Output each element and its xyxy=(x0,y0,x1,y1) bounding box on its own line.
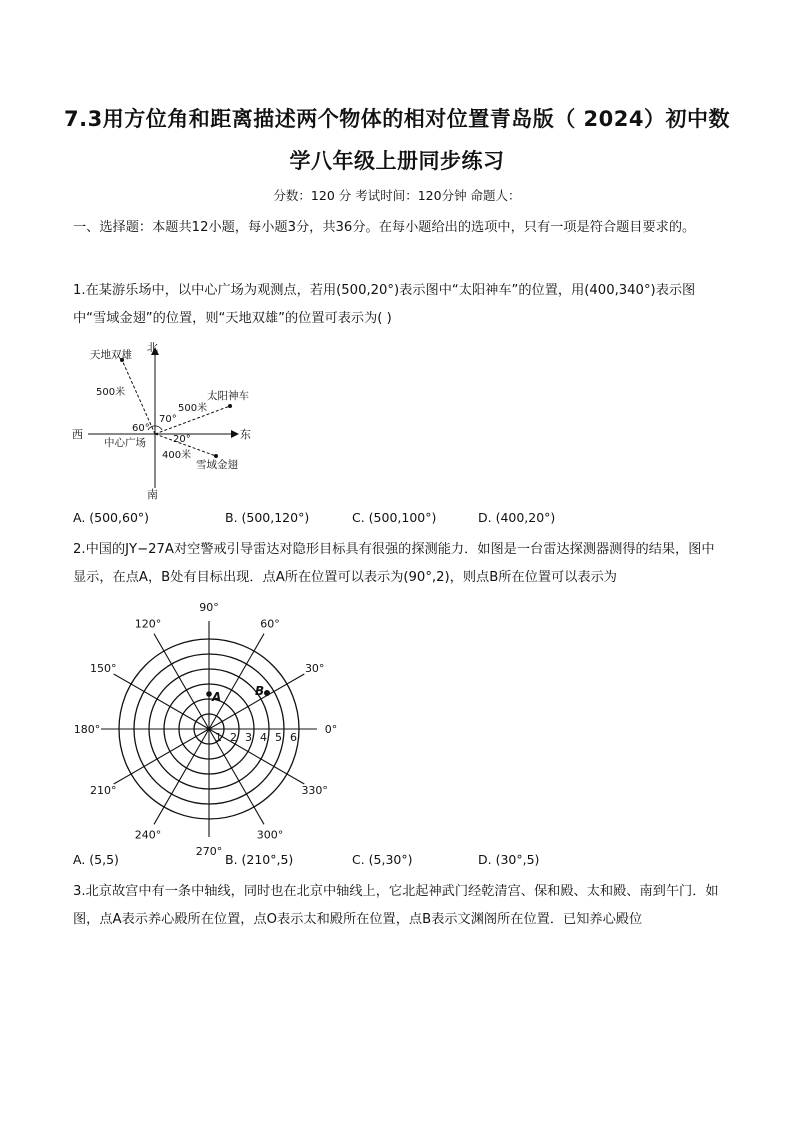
question-2-figure xyxy=(70,601,340,858)
radar-angle-label-120: 120° xyxy=(134,617,162,631)
radar-spoke-120 xyxy=(154,634,209,729)
label-xyjc: 雪域金翅 xyxy=(196,459,238,471)
label-angle-60: 60° xyxy=(132,423,150,434)
label-west: 西 xyxy=(72,428,83,441)
point-xyjc xyxy=(214,454,218,458)
radar-angle-label-330: 330° xyxy=(301,784,328,797)
radar-angle-label-270: 270° xyxy=(195,845,223,858)
radar-angle-label-210: 210° xyxy=(90,784,117,797)
radar-angle-label-240: 240° xyxy=(134,828,162,842)
radar-ring-label-6: 6 xyxy=(290,731,297,744)
option-d: D. (30°,5) xyxy=(478,852,540,867)
radar-angle-label-90: 90° xyxy=(199,601,219,614)
label-angle-20: 20° xyxy=(173,434,191,445)
label-tysc: 太阳神车 xyxy=(207,390,249,402)
option-c: C. (500,100°) xyxy=(352,510,437,525)
label-center: 中心广场 xyxy=(104,437,146,449)
label-500-b: 500米 xyxy=(178,403,208,414)
exam-meta: 分数：120 分 考试时间：120分钟 命题人： xyxy=(273,188,521,203)
option-d: D. (400,20°) xyxy=(478,510,556,525)
point-b xyxy=(264,690,270,696)
radar-spoke-60 xyxy=(209,634,264,729)
radar-spoke-210 xyxy=(114,729,209,784)
radar-angle-label-0: 0° xyxy=(324,723,338,736)
label-angle-70: 70° xyxy=(159,414,177,425)
question-2-text: 2.中国的JY−27A对空警戒引导雷达对隐形目标具有很强的探测能力．如图是一台雷达探测器测得的结果，图中显示，在点A，B处有目标出现．点A所在位置可以表示为(90°,2)，则点B所在位置可以表示为 xyxy=(73,542,715,585)
question-1-text: 1.在某游乐场中，以中心广场为观测点，若用(500,20°)表示图中“太阳神车”的位置，用(400,340°)表示图中“雪域金翅”的位置，则“天地双雄”的位置可表示为( ) xyxy=(73,283,696,326)
option-b: B. (500,120°) xyxy=(225,510,310,525)
label-south: 南 xyxy=(147,488,158,501)
radar-spoke-30 xyxy=(209,674,304,729)
label-500-a: 500米 xyxy=(96,387,126,398)
option-a: A. (500,60°) xyxy=(73,510,150,525)
question-1-figure xyxy=(70,340,270,500)
radar-ring-label-1: 1 xyxy=(215,731,222,744)
question-2-options xyxy=(73,852,725,872)
label-point-b: B xyxy=(255,684,265,698)
point-a xyxy=(206,691,212,697)
radar-angle-label-60: 60° xyxy=(260,617,280,631)
label-north: 北 xyxy=(147,341,158,354)
radar-ring-label-2: 2 xyxy=(230,731,237,744)
option-a: A. (5,5) xyxy=(73,852,119,867)
section-heading: 一、选择题：本题共12小题，每小题3分，共36分。在每小题给出的选项中，只有一项是符合题目要求的。 xyxy=(73,220,696,235)
radar-angle-label-180: 180° xyxy=(73,723,101,736)
radar-angle-label-150: 150° xyxy=(90,662,117,675)
radar-spoke-240 xyxy=(154,729,209,824)
page-title: 7.3用方位角和距离描述两个物体的相对位置青岛版（ 2024）初中数学八年级上册同步练习 xyxy=(64,107,730,173)
option-b: B. (210°,5) xyxy=(225,852,294,867)
radar-ring-label-4: 4 xyxy=(260,731,267,744)
radar-angle-label-300: 300° xyxy=(256,828,284,842)
radar-ring-label-5: 5 xyxy=(275,731,282,744)
option-c: C. (5,30°) xyxy=(352,852,413,867)
label-400: 400米 xyxy=(162,450,192,461)
point-tysc xyxy=(228,404,232,408)
radar-ring-label-3: 3 xyxy=(245,731,252,744)
question-1-options xyxy=(73,510,725,530)
label-east: 东 xyxy=(240,428,251,441)
label-point-a: A xyxy=(212,690,222,704)
question-3-text: 3.北京故宫中有一条中轴线，同时也在北京中轴线上，它北起神武门经乾清宫、保和殿、太和殿、南到午门．如图，点A表示养心殿所在位置，点O表示太和殿所在位置，点B表示文渊阁所在位置．已知养心殿位 xyxy=(73,884,719,927)
radar-angle-label-30: 30° xyxy=(304,662,325,675)
label-tdsx: 天地双雄 xyxy=(90,349,132,361)
radar-spoke-150 xyxy=(114,674,209,729)
